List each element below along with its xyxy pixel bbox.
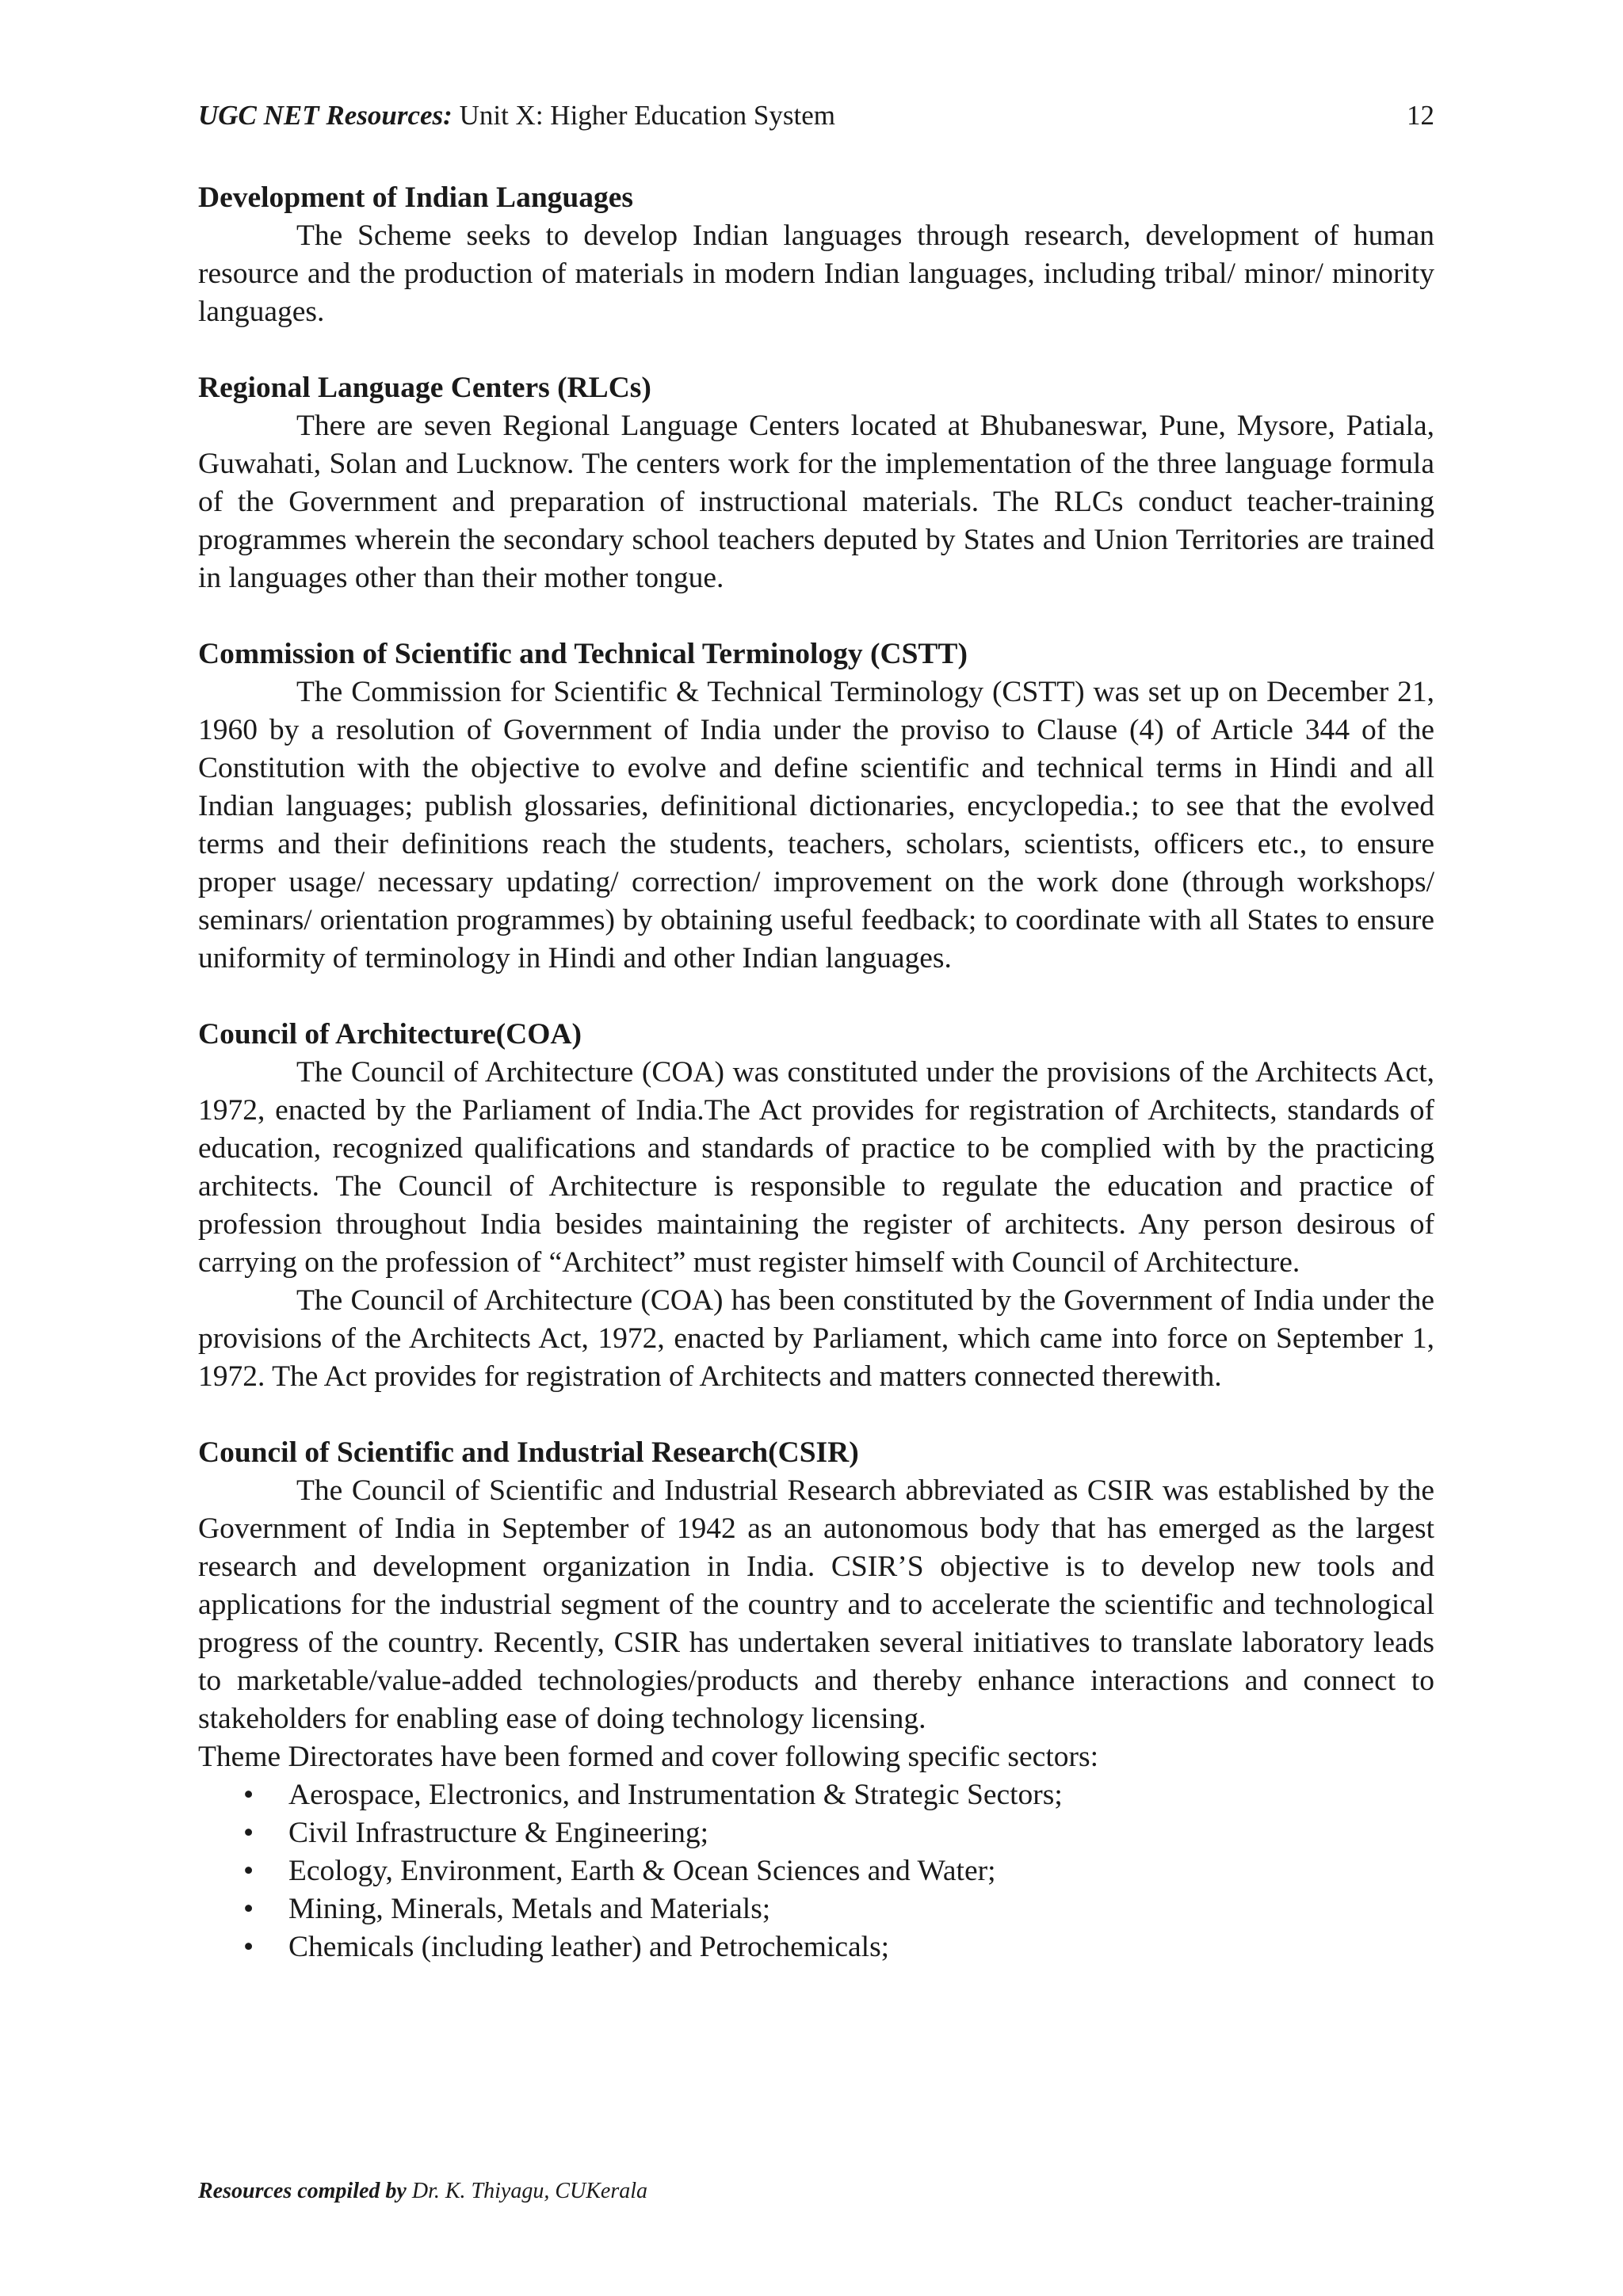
- document-page: [198, 0, 1434, 2296]
- section-title: Regional Language Centers (RLCs): [198, 372, 651, 404]
- list-item-text: Aerospace, Electronics, and Instrumentation & Strategic Sectors;: [288, 1779, 1063, 1811]
- list-item-text: Chemicals (including leather) and Petrochemicals;: [288, 1931, 890, 1963]
- header-unit-title: Unit X: Higher Education System: [459, 100, 835, 131]
- section-rlc: [198, 369, 1434, 597]
- page-header: [198, 97, 1434, 135]
- bullet-icon: •: [243, 1931, 254, 1963]
- paragraph: There are seven Regional Language Centers located at Bhubaneswar, Pune, Mysore, Patiala, Guwahati, Solan and Lucknow. The centers work for the implementation of the three language formula of the Government and preparation of instructional materials. The RLCs conduct teacher-training programmes wherein the secondary school teachers deputed by States and Union Territories are trained in languages other than their mother tongue.: [198, 410, 1434, 594]
- bullet-icon: •: [243, 1893, 254, 1925]
- list-item-text: Civil Infrastructure & Engineering;: [288, 1817, 709, 1849]
- footer-compiled-label: Resources compiled by: [198, 2179, 407, 2203]
- page-number: 12: [1407, 100, 1434, 131]
- list-item: [198, 1852, 1434, 1890]
- paragraph: The Council of Architecture (COA) has been constituted by the Government of India under the provisions of the Architects Act, 1972, enacted by Parliament, which came into force on September 1, 1972. The Act provides for registration of Architects and matters connected therewith.: [198, 1284, 1434, 1393]
- paragraph: The Commission for Scientific & Technical Terminology (CSTT) was set up on December 21, 1960 by a resolution of Government of India under the proviso to Clause (4) of Article 344 of the Constitution with the objective to evolve and define scientific and technical terms in Hindi and all Indian languages; publish glossaries, definitional dictionaries, encyclopedia.; to see that the evolved terms and their definitions reach the students, teachers, scholars, scientists, officers etc., to ensure proper usage/ necessary updating/ correction/ improvement on the work done (through workshops/ seminars/ orientation programmes) by obtaining useful feedback; to coordinate with all States to ensure uniformity of terminology in Hindi and other Indian languages.: [198, 676, 1434, 974]
- list-item-text: Ecology, Environment, Earth & Ocean Sciences and Water;: [288, 1855, 996, 1887]
- list-item: [198, 1928, 1434, 1966]
- page-content: [198, 179, 1434, 1966]
- list-item: [198, 1814, 1434, 1852]
- section-title: Commission of Scientific and Technical Terminology (CSTT): [198, 638, 968, 670]
- bullet-icon: •: [243, 1779, 254, 1811]
- section-coa: [198, 1016, 1434, 1396]
- sector-list: [198, 1776, 1434, 1966]
- header-resource-label: UGC NET Resources:: [198, 100, 453, 131]
- bullet-icon: •: [243, 1855, 254, 1887]
- section-title: Council of Scientific and Industrial Research(CSIR): [198, 1436, 859, 1469]
- footer-compiler: Dr. K. Thiyagu, CUKerala: [411, 2179, 647, 2203]
- bullet-icon: •: [243, 1817, 254, 1849]
- list-item: [198, 1776, 1434, 1814]
- section-indian-languages: [198, 179, 1434, 331]
- header-title: [198, 97, 835, 135]
- page-footer: [198, 2176, 647, 2207]
- paragraph: The Council of Scientific and Industrial Research abbreviated as CSIR was established by the Government of India in September of 1942 as an autonomous body that has emerged as the largest research and development organization in India. CSIR’S objective is to develop new tools and applications for the industrial segment of the country and to accelerate the scientific and technological progress of the country. Recently, CSIR has undertaken several initiatives to translate laboratory leads to marketable/value-added technologies/products and thereby enhance interactions and connect to stakeholders for enabling ease of doing technology licensing.: [198, 1474, 1434, 1735]
- section-cstt: [198, 635, 1434, 978]
- section-csir: [198, 1434, 1434, 1966]
- paragraph: The Council of Architecture (COA) was constituted under the provisions of the Architects Act, 1972, enacted by the Parliament of India.The Act provides for registration of Architects, standards of education, recognized qualifications and standards of practice to be complied with by the practicing architects. The Council of Architecture is responsible to regulate the education and practice of profession throughout India besides maintaining the register of architects. Any person desirous of carrying on the profession of “Architect” must register himself with Council of Architecture.: [198, 1056, 1434, 1279]
- list-item: [198, 1890, 1434, 1928]
- list-intro: Theme Directorates have been formed and cover following specific sectors:: [198, 1741, 1098, 1773]
- section-title: Development of Indian Languages: [198, 181, 634, 214]
- paragraph: The Scheme seeks to develop Indian languages through research, development of human resource and the production of materials in modern Indian languages, including tribal/ minor/ minority languages.: [198, 219, 1434, 328]
- list-item-text: Mining, Minerals, Metals and Materials;: [288, 1893, 771, 1925]
- section-title: Council of Architecture(COA): [198, 1018, 582, 1051]
